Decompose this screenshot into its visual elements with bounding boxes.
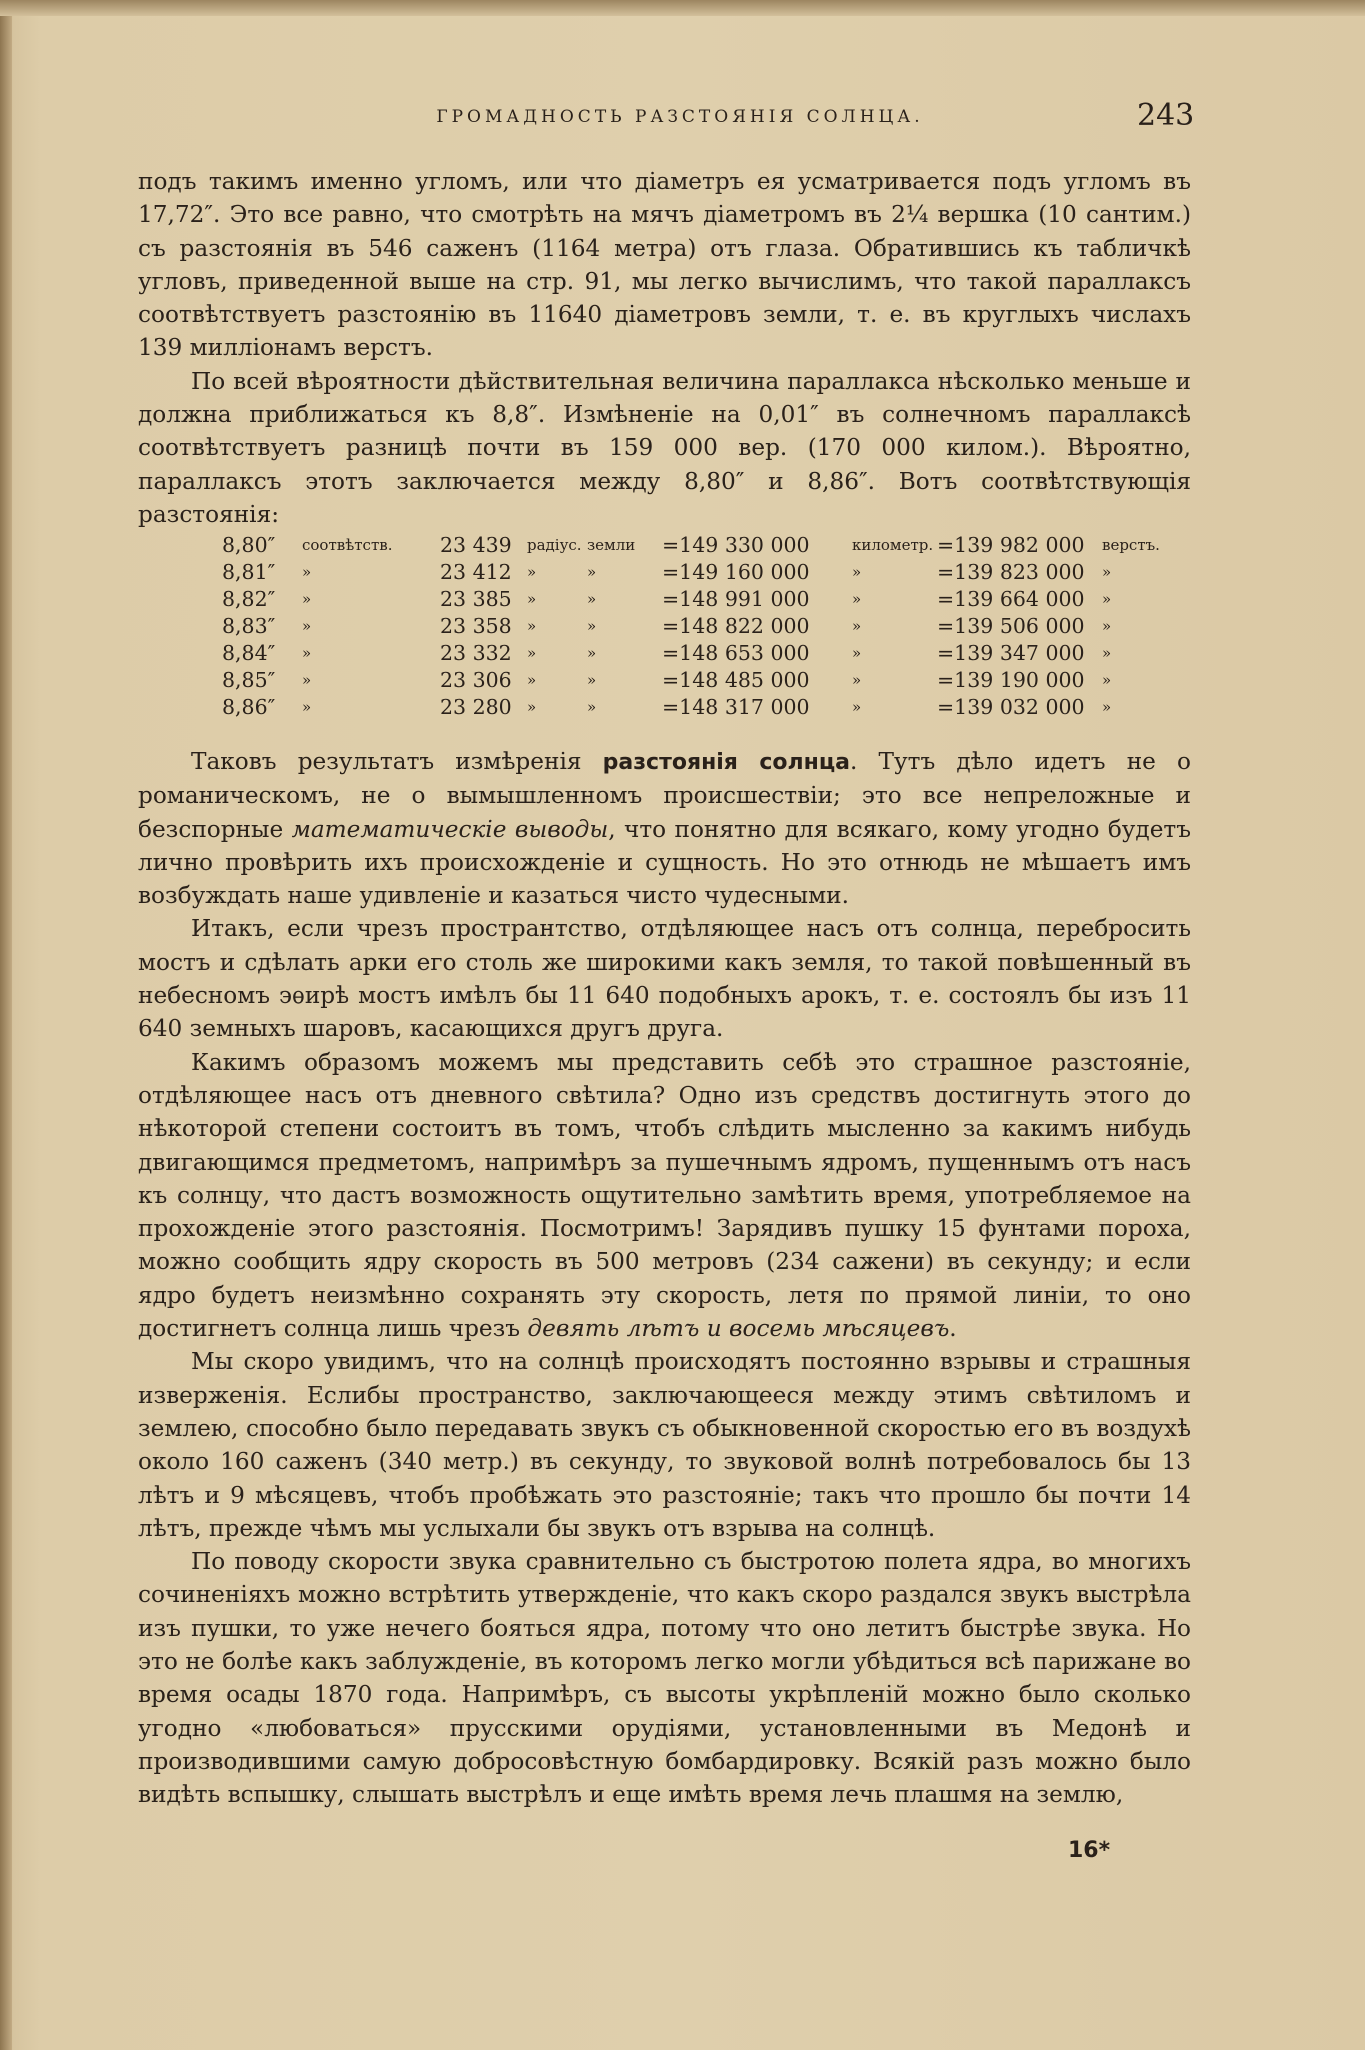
table-cell: 8,86″ — [222, 695, 276, 719]
table-cell: » — [302, 698, 312, 716]
table-row — [222, 613, 1202, 640]
table-cell: » — [852, 644, 862, 662]
table-cell: » — [302, 563, 312, 581]
paragraph: По поводу скорости звука сравнительно съ быстротою полета ядра, во многихъ сочиненіяхъ можно встрѣтить утвержденіе, что какъ скоро раздался звукъ выстрѣла изъ пушки, то уже нечего бояться ядра, потому что оно летитъ быстрѣе звука. Но это не болѣе какъ заблужденіе, въ которомъ легко могли убѣдиться всѣ парижане во время осады 1870 года. Напримѣръ, съ высоты укрѣпленій можно было сколько угодно «любоваться» прусскими орудіями, установленными въ Медонѣ и производившими самую добросовѣстную бомбардировку. Всякій разъ можно было видѣть вспышку, слышать выстрѣлъ и еще имѣть время лечь плашмя на землю, — [138, 1548, 1191, 1809]
table-cell: » — [302, 644, 312, 662]
table-cell: 23 306 — [440, 668, 512, 692]
table-cell: 23 358 — [440, 614, 512, 638]
paragraph — [138, 1046, 1191, 1346]
table-row — [222, 667, 1202, 694]
italic-term: математическіе выводы — [291, 815, 609, 843]
table-cell: 23 280 — [440, 695, 512, 719]
table-cell: 8,85″ — [222, 668, 276, 692]
table-cell: » — [852, 698, 862, 716]
text-run: Какимъ образомъ можемъ мы представить себѣ это страшное разстояніе, отдѣляющее насъ отъ дневного свѣтила? Одно изъ средствъ достигнуть этого до нѣкоторой степени состоитъ въ томъ, чтобъ слѣдить мысленно за какимъ нибудь двигающимся предметомъ, напримѣръ за пушечнымъ ядромъ, пущеннымъ отъ насъ къ солнцу, что дастъ возможность ощутительно замѣтить время, употребляемое на прохожденіе этого разстоянія. Посмотримъ! Зарядивъ пушку 15 фунтами пороха, можно сообщить ядру скорость въ 500 метровъ (234 сажени) въ секунду; и если ядро будетъ неизмѣнно сохранять эту скорость, летя по прямой линіи, то оно достигнетъ солнца лишь чрезъ — [138, 1048, 1191, 1343]
table-cell: » — [527, 563, 537, 581]
printer-signature: 16* — [1068, 1838, 1111, 1863]
running-header: ГРОМАДНОСТЬ РАЗСТОЯНІЯ СОЛНЦА. — [436, 107, 924, 127]
table-cell: =148 822 000 — [662, 614, 810, 638]
table-cell: =149 330 000 — [662, 533, 810, 557]
table-cell: верстъ. — [1102, 536, 1160, 554]
table-cell: » — [302, 590, 312, 608]
distance-table — [222, 532, 1202, 721]
table-row — [222, 640, 1202, 667]
table-cell: 8,84″ — [222, 641, 276, 665]
table-cell: » — [587, 617, 597, 635]
table-cell: » — [527, 617, 537, 635]
table-cell: 8,80″ — [222, 533, 276, 557]
paragraph: По всей вѣроятности дѣйствительная величина параллакса нѣсколько меньше и должна приближаться къ 8,8″. Измѣненіе на 0,01″ въ солнечномъ параллаксѣ соотвѣтствуетъ разницѣ почти въ 159 000 вер. (170 000 килом.). Вѣроятно, параллаксъ этотъ заключается между 8,80″ и 8,86″. Вотъ соотвѣтствующія разстоянія: — [138, 367, 1191, 528]
table-cell: земли — [587, 536, 636, 554]
table-cell: » — [527, 698, 537, 716]
page-top-edge — [0, 0, 1365, 16]
text-run: . — [949, 1315, 957, 1343]
text-run: , что понятно для всякаго, кому угодно будетъ лично провѣрить ихъ происхожденіе и сущность. Но это отнюдь не мѣшаетъ имъ возбуждать наше удивленіе и казаться чисто чудесными. — [138, 815, 1192, 910]
table-cell: 23 332 — [440, 641, 512, 665]
table-cell: 23 439 — [440, 533, 512, 557]
table-cell: =139 347 000 — [937, 641, 1085, 665]
text-run: . Тутъ дѣло идетъ не о романическомъ, не о вымышленномъ происшествіи; это все непреложные и безспорные — [138, 748, 1191, 843]
table-cell: =148 653 000 — [662, 641, 810, 665]
table-cell: соотвѣтств. — [302, 536, 393, 554]
table-cell: » — [852, 563, 862, 581]
table-cell: =139 190 000 — [937, 668, 1085, 692]
table-cell: » — [527, 671, 537, 689]
table-cell: » — [1102, 671, 1112, 689]
table-cell: =139 982 000 — [937, 533, 1085, 557]
table-cell: радіус. — [527, 536, 582, 554]
italic-term: девять лѣтъ и восемь мѣсяцевъ — [527, 1315, 950, 1343]
table-cell: » — [587, 671, 597, 689]
table-cell: =139 506 000 — [937, 614, 1085, 638]
table-cell: » — [852, 590, 862, 608]
table-cell: » — [302, 617, 312, 635]
table-cell: » — [587, 590, 597, 608]
text-run: Таковъ результатъ измѣренія — [191, 748, 603, 775]
table-cell: =148 485 000 — [662, 668, 810, 692]
table-cell: » — [587, 563, 597, 581]
table-cell: » — [1102, 698, 1112, 716]
table-cell: » — [527, 644, 537, 662]
body-text-lower — [138, 745, 1191, 1812]
table-cell: » — [1102, 644, 1112, 662]
table-cell: 8,82″ — [222, 587, 276, 611]
table-row — [222, 694, 1202, 721]
table-cell: » — [302, 671, 312, 689]
paragraph: Итакъ, если чрезъ пространтство, отдѣляющее насъ отъ солнца, перебросить мостъ и сдѣлать арки его столь же широкими какъ земля, то такой повѣшенный въ небесномъ эѳирѣ мостъ имѣлъ бы 11 640 подобныхъ арокъ, т. е. состоялъ бы изъ 11 640 земныхъ шаровъ, касающихся другъ друга. — [138, 915, 1191, 1043]
paragraph — [138, 745, 1191, 912]
table-cell: =139 823 000 — [937, 560, 1085, 584]
table-cell: » — [1102, 617, 1112, 635]
table-cell: километр. — [852, 536, 934, 554]
table-cell: 8,81″ — [222, 560, 276, 584]
table-row — [222, 559, 1202, 586]
table-cell: =148 317 000 — [662, 695, 810, 719]
paragraph: подъ такимъ именно угломъ, или что діаметръ ея усматривается подъ угломъ въ 17,72″. Это все равно, что смотрѣть на мячъ діаметромъ въ 2¼ вершка (10 сантим.) съ разстоянія въ 546 саженъ (1164 метра) отъ глаза. Обратившись къ табличкѣ угловъ, приведенной выше на стр. 91, мы легко вычислимъ, что такой параллаксъ соотвѣтствуетъ разстоянію въ 11640 діаметровъ земли, т. е. въ круглыхъ числахъ 139 милліонамъ верстъ. — [138, 168, 1191, 362]
table-row — [222, 532, 1202, 559]
page-binding-edge — [0, 0, 12, 2050]
table-cell: » — [852, 617, 862, 635]
table-cell: » — [1102, 590, 1112, 608]
table-cell: =148 991 000 — [662, 587, 810, 611]
table-cell: =149 160 000 — [662, 560, 810, 584]
table-cell: 8,83″ — [222, 614, 276, 638]
table-cell: » — [527, 590, 537, 608]
table-cell: » — [1102, 563, 1112, 581]
table-cell: » — [852, 671, 862, 689]
paragraph: Мы скоро увидимъ, что на солнцѣ происходятъ постоянно взрывы и страшныя изверженія. Еслибы пространство, заключающееся между этимъ свѣтиломъ и землею, способно было передавать звукъ съ обыкновенной скоростью его въ воздухѣ около 160 саженъ (340 метр.) въ секунду, то звуковой волнѣ потребовалось бы 13 лѣтъ и 9 мѣсяцевъ, чтобъ пробѣжать это разстояніе; такъ что прошло бы почти 14 лѣтъ, прежде чѣмъ мы услыхали бы звукъ отъ взрыва на солнцѣ. — [138, 1348, 1191, 1542]
body-text — [138, 165, 1191, 531]
table-cell: =139 032 000 — [937, 695, 1085, 719]
table-cell: » — [587, 644, 597, 662]
table-cell: 23 385 — [440, 587, 512, 611]
table-cell: » — [587, 698, 597, 716]
page-number: 243 — [1137, 98, 1195, 133]
bold-term: разстоянія солнца — [602, 750, 851, 775]
table-cell: =139 664 000 — [937, 587, 1085, 611]
table-cell: 23 412 — [440, 560, 512, 584]
table-row — [222, 586, 1202, 613]
